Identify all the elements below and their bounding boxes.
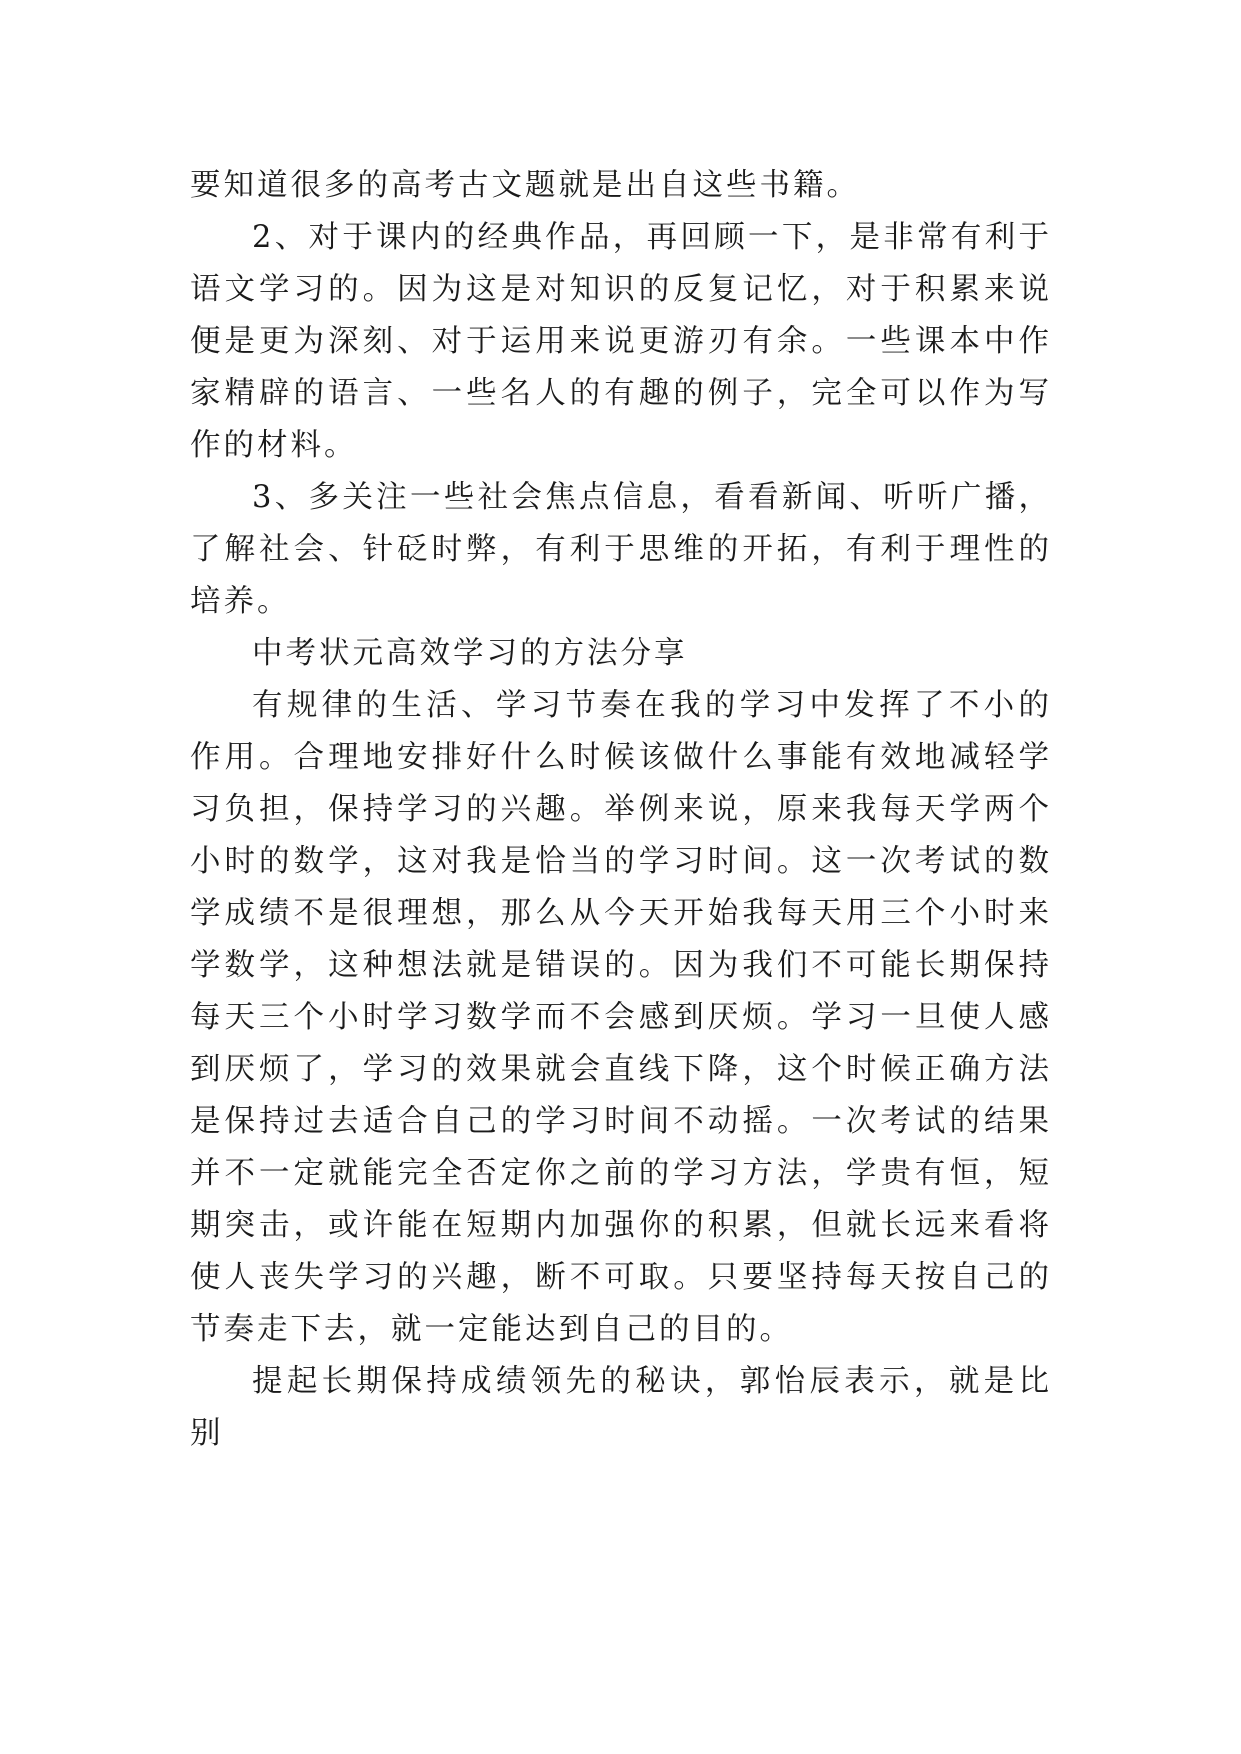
paragraph-continuation: 要知道很多的高考古文题就是出自这些书籍。 [190,168,860,203]
paragraph-secret: 提起长期保持成绩领先的秘诀，郭怡辰表示，就是比别 [190,1364,1052,1451]
paragraph-rhythm: 有规律的生活、学习节奏在我的学习中发挥了不小的作用。合理地安排好什么时候该做什么事能有效地减轻学习负担，保持学习的兴趣。举例来说，原来我每天学两个小时的数学，这对我是恰当的学习时间。这一次考试的数学成绩不是很理想，那么从今天开始我每天用三个小时来学数学，这种想法就是错误的。因为我们不可能长期保持每天三个小时学习数学而不会感到厌烦。学习一旦使人感到厌烦了，学习的效果就会直线下降，这个时候正确方法是保持过去适合自己的学习时间不动摇。一次考试的结果并不一定就能完全否定你之前的学习方法，学贵有恒，短期突击，或许能在短期内加强你的积累，但就长远来看将使人丧失学习的兴趣，断不可取。只要坚持每天按自己的节奏走下去，就一定能达到自己的目的。 [190,688,1052,1347]
paragraph-point-3: 3、多关注一些社会焦点信息，看看新闻、听听广播，了解社会、针砭时弊，有利于思维的开拓，有利于理性的培养。 [190,480,1052,619]
paragraph-point-2: 2、对于课内的经典作品，再回顾一下，是非常有利于语文学习的。因为这是对知识的反复记忆，对于积累来说便是更为深刻、对于运用来说更游刃有余。一些课本中作家精辟的语言、一些名人的有趣的例子，完全可以作为写作的材料。 [190,220,1052,463]
document-body [190,160,1052,1460]
section-heading: 中考状元高效学习的方法分享 [252,636,688,671]
